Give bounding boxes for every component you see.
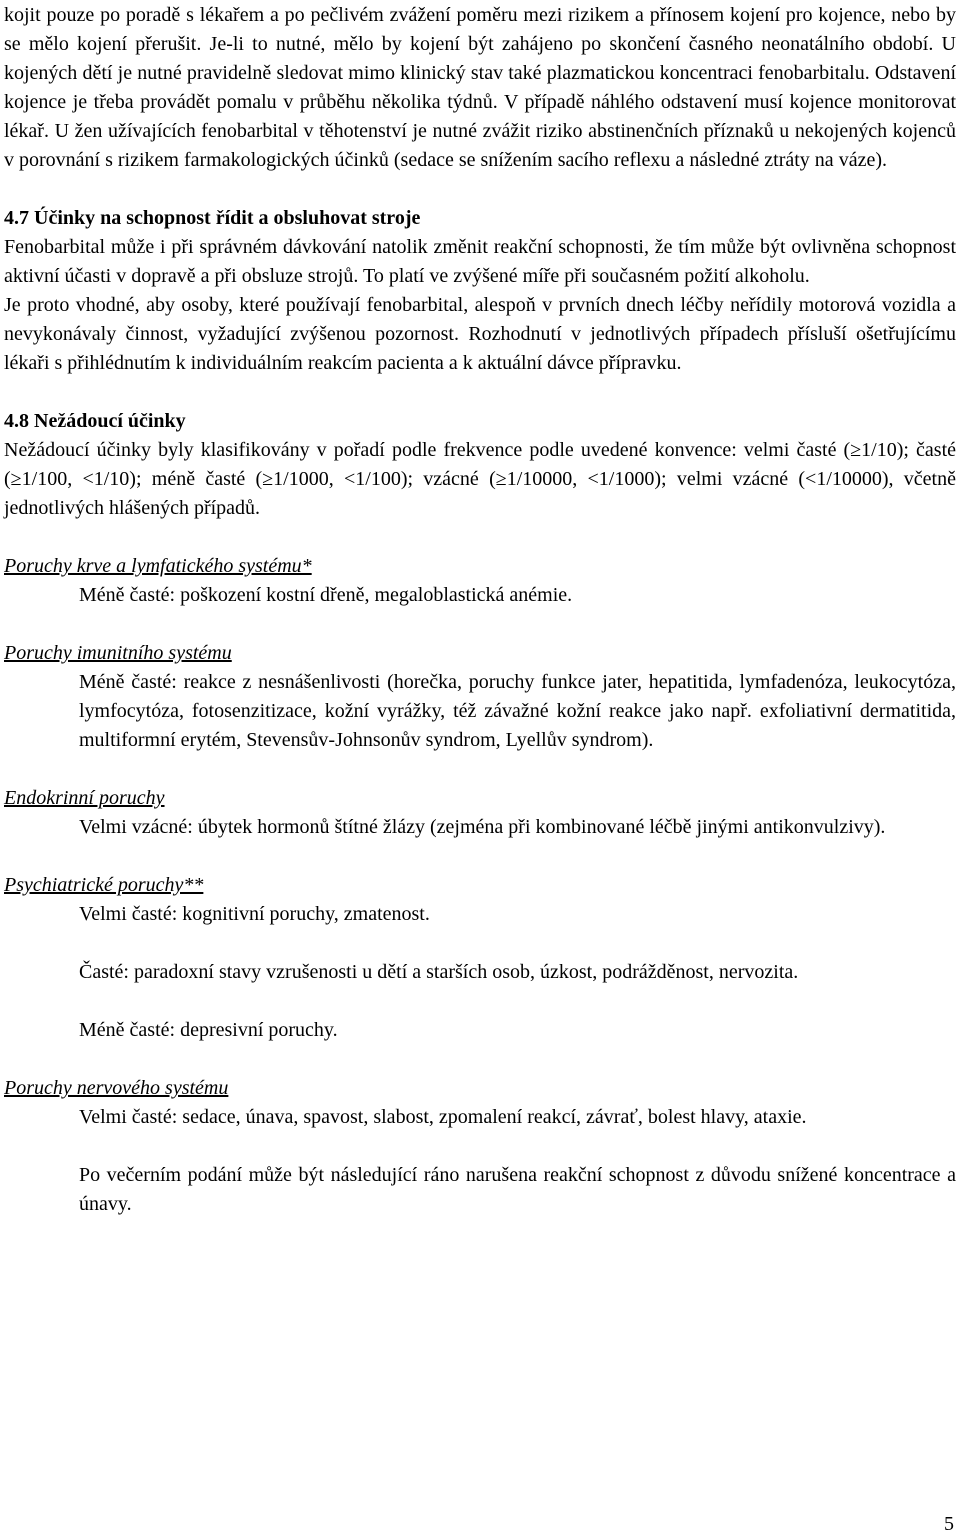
category-nervous (4, 1074, 956, 1219)
category-heading: Endokrinní poruchy (4, 787, 165, 809)
intro-paragraph: kojit pouze po poradě s lékařem a po pečlivém zvážení poměru mezi rizikem a přínosem kojení pro kojence, nebo by se mělo kojení přerušit. Je-li to nutné, mělo by kojení být zahájeno po skončení časného neonatálního období. U kojených dětí je nutné pravidelně sledovat mimo klinický stav také plazmatickou koncentraci fenobarbitalu. Odstavení kojence je třeba provádět pomalu v průběhu několika týdnů. V případě náhlého odstavení musí kojence monitorovat lékař. U žen užívajících fenobarbital v těhotenství je nutné zvážit riziko abstinenčních příznaků u nekojených kojenců v porovnání s rizikem farmakologických účinků (sedace se snížením sacího reflexu a následné ztráty na váze). (4, 4, 956, 171)
category-psychiatric (4, 871, 956, 1045)
section-4-7-paragraph-1: Fenobarbital může i při správném dávkování natolik změnit reakční schopnosti, že tím může být ovlivněna schopnost aktivní účasti v dopravě a při obsluze strojů. To platí ve zvýšené míře při současném požití alkoholu. (4, 236, 956, 287)
section-4-7-paragraph-2: Je proto vhodné, aby osoby, které používají fenobarbital, alespoň v prvních dnech léčby neřídily motorová vozidla a nevykonávaly činnost, vyžadující zvýšenou pozornost. Rozhodnutí v jednotlivých případech přísluší ošetřujícímu lékaři s přihlédnutím k individuálním reakcím pacienta a k aktuální dávce přípravku. (4, 294, 956, 374)
category-entry: Méně časté: reakce z nesnášenlivosti (horečka, poruchy funkce jater, hepatitida, lymfadenóza, leukocytóza, lymfocytóza, fotosenzitizace, kožní vyrážky, též závažné kožní reakce jako např. exfoliativní dermatitida, multiformní erytém, Stevensův-Johnsonův syndrom, Lyellův syndrom). (79, 671, 956, 751)
section-4-8 (4, 407, 956, 523)
section-4-7 (4, 204, 956, 378)
category-heading: Poruchy krve a lymfatického systému* (4, 555, 312, 577)
category-immune (4, 639, 956, 755)
category-entry: Velmi vzácné: úbytek hormonů štítné žlázy (zejména při kombinované léčbě jinými antikonvulzivy). (79, 816, 886, 838)
category-blood-lymph (4, 552, 956, 610)
section-4-8-paragraph: Nežádoucí účinky byly klasifikovány v pořadí podle frekvence podle uvedené konvence: velmi časté (≥1/10); časté (≥1/100, <1/10); méně časté (≥1/1000, <1/100); vzácné (≥1/10000, <1/1000); velmi vzácné (<1/10000), včetně jednotlivých hlášených případů. (4, 439, 956, 519)
page-number: 5 (944, 1513, 954, 1535)
category-heading: Psychiatrické poruchy** (4, 874, 204, 896)
intro-section (4, 1, 956, 175)
category-entry: Méně časté: poškození kostní dřeně, megaloblastická anémie. (79, 584, 573, 606)
category-entry: Po večerním podání může být následující ráno narušena reakční schopnost z důvodu snížené koncentrace a únavy. (79, 1164, 956, 1215)
category-heading: Poruchy imunitního systému (4, 642, 232, 664)
category-entry: Méně časté: depresivní poruchy. (79, 1019, 338, 1041)
category-entry: Velmi časté: kognitivní poruchy, zmatenost. (79, 903, 430, 925)
category-heading: Poruchy nervového systému (4, 1077, 229, 1099)
section-4-8-heading: 4.8 Nežádoucí účinky (4, 410, 186, 432)
category-entry: Časté: paradoxní stavy vzrušenosti u dětí a starších osob, úzkost, podrážděnost, nervozita. (79, 961, 799, 983)
document-page (4, 0, 956, 1248)
category-entry: Velmi časté: sedace, únava, spavost, slabost, zpomalení reakcí, závrať, bolest hlavy, ataxie. (79, 1106, 807, 1128)
category-endocrine (4, 784, 956, 842)
section-4-7-heading: 4.7 Účinky na schopnost řídit a obsluhovat stroje (4, 207, 421, 229)
